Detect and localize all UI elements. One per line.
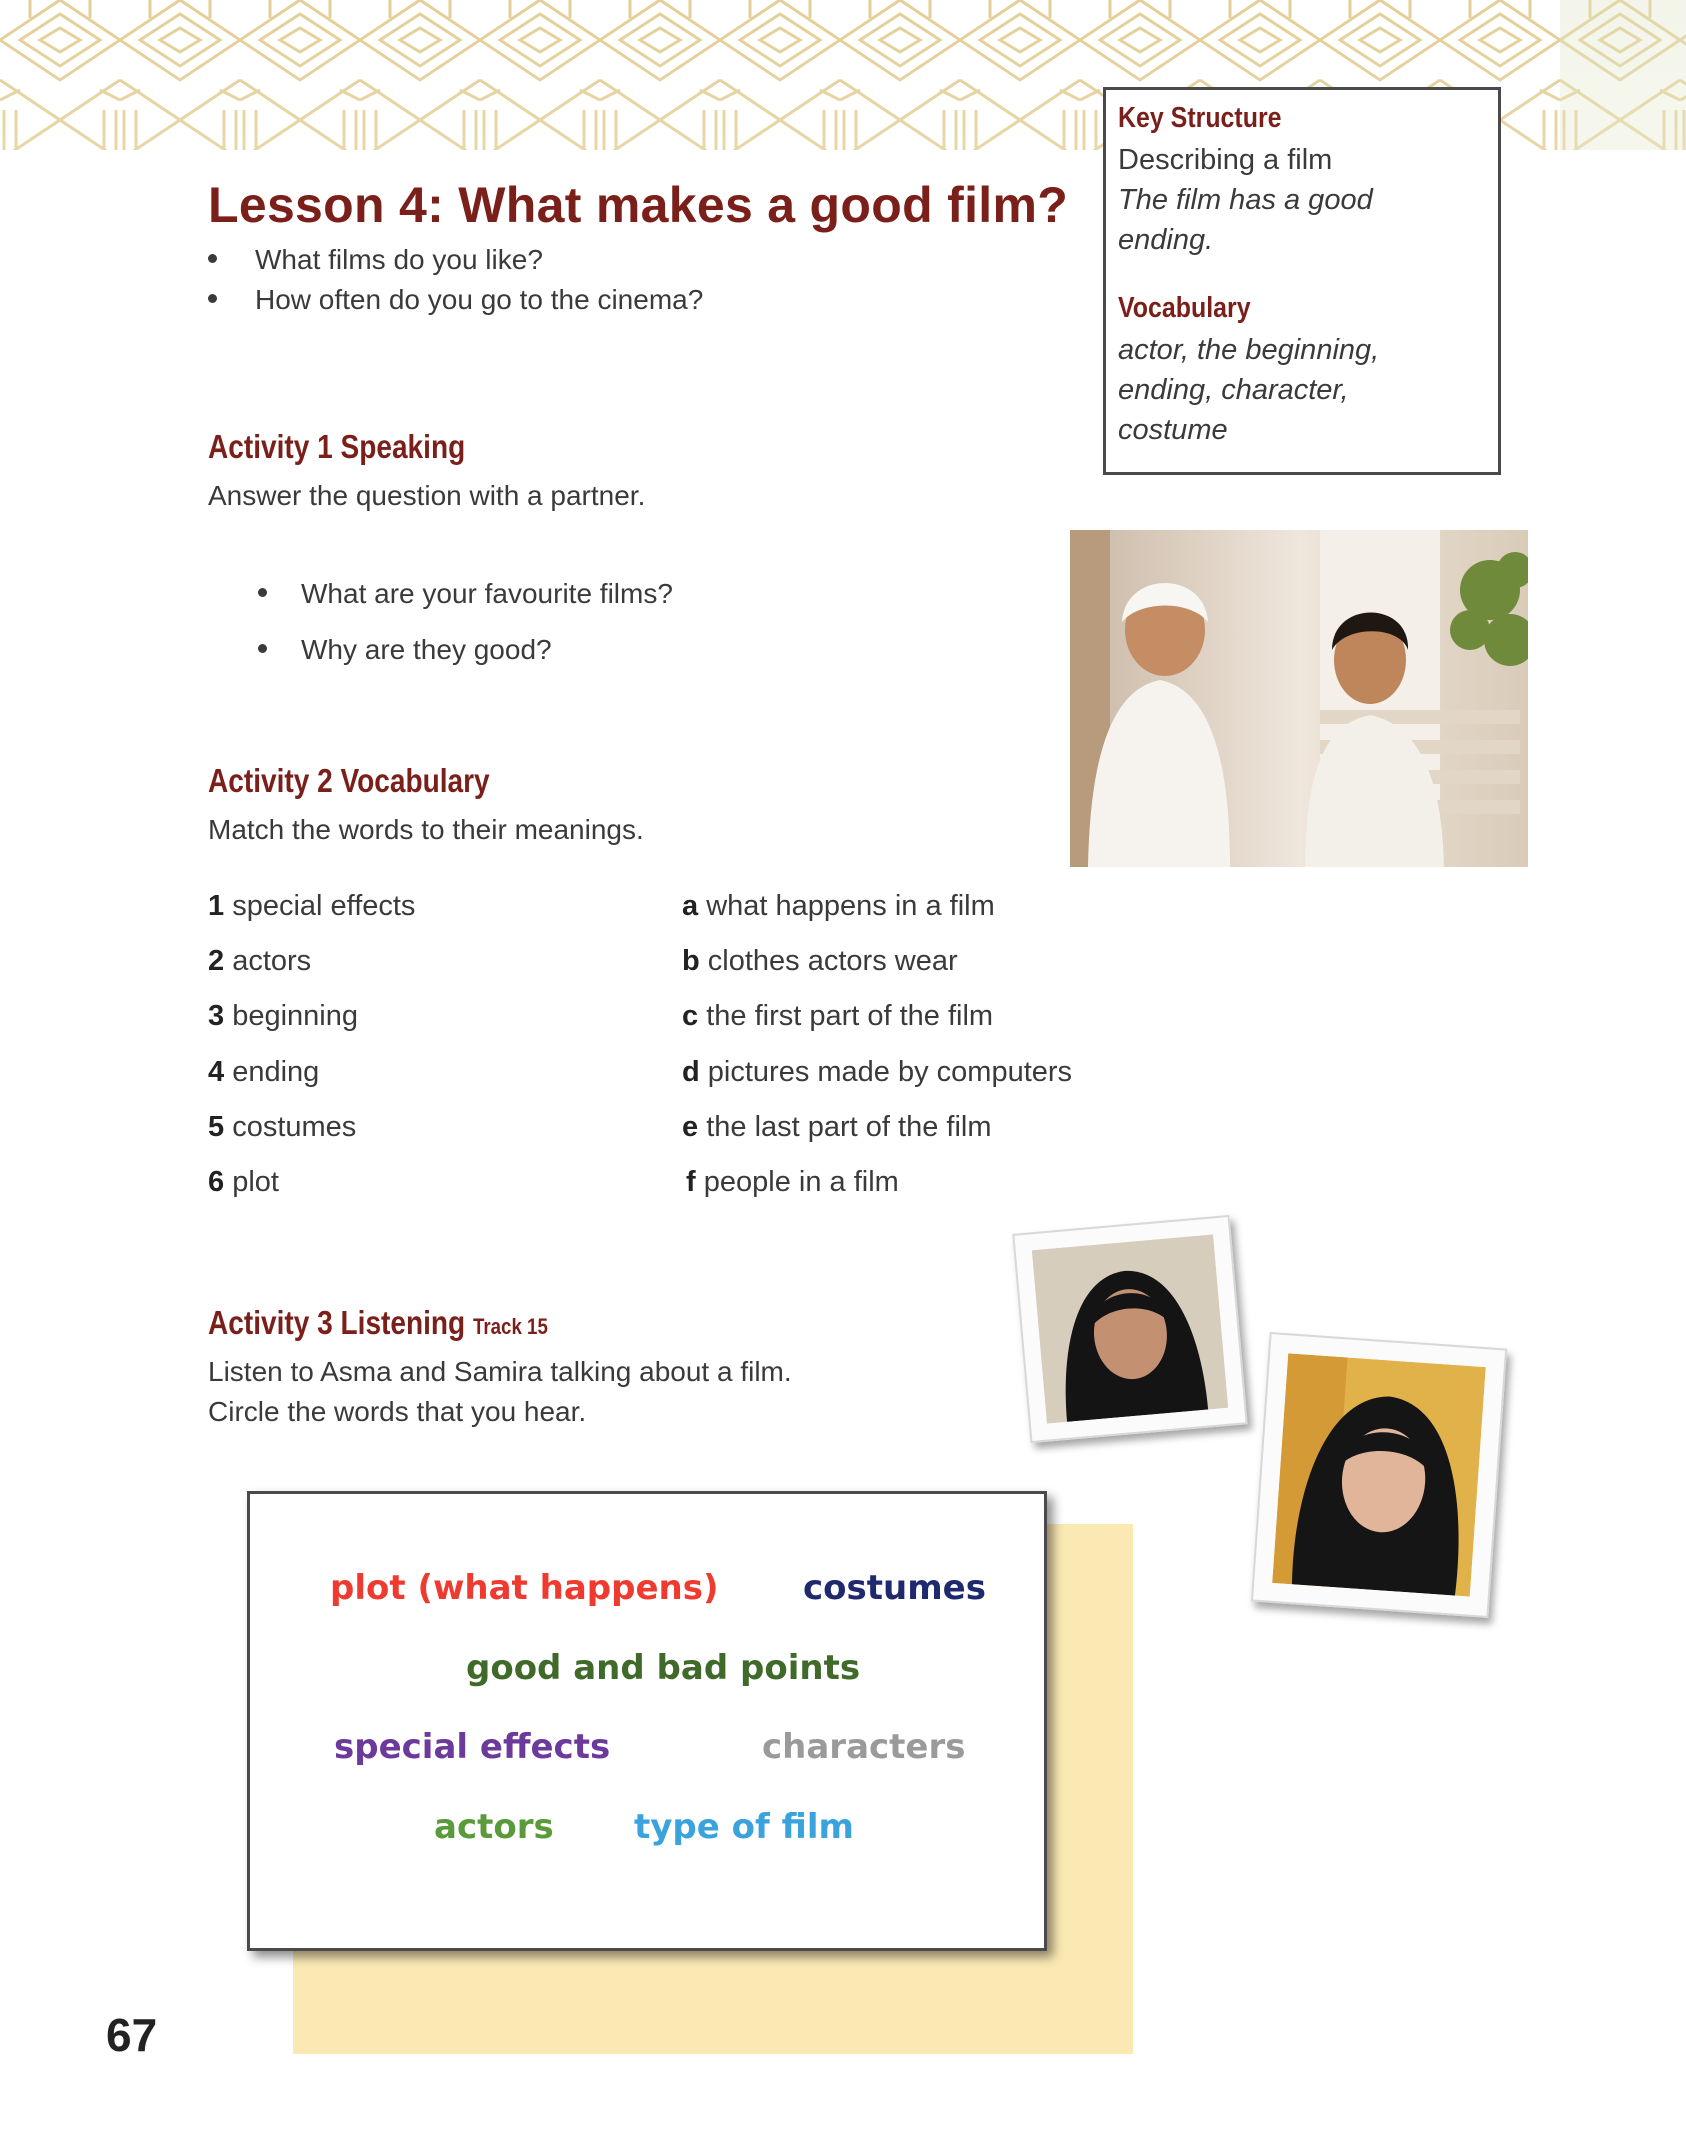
match-meaning-e: e the last part of the film <box>682 1111 992 1143</box>
match-meaning-a: a what happens in a film <box>682 890 995 922</box>
match-word-3: 3 beginning <box>208 1000 358 1032</box>
match-meaning-f: f people in a film <box>686 1166 899 1198</box>
lesson-title: Lesson 4: What makes a good film? <box>208 177 1069 233</box>
lesson-question-2: How often do you go to the cinema? <box>208 284 703 316</box>
key-structure-box <box>1103 87 1501 475</box>
match-meaning-d: d pictures made by computers <box>682 1056 1073 1088</box>
activity-2-heading: Activity 2 Vocabulary <box>208 762 490 799</box>
vocabulary-heading: Vocabulary <box>1118 292 1251 324</box>
match-word-5: 5 costumes <box>208 1111 357 1143</box>
bullet-icon <box>258 644 267 653</box>
word-good-and-bad-points[interactable]: good and bad points <box>466 1648 861 1688</box>
bullet-icon <box>208 254 217 263</box>
key-structure-example-2: ending. <box>1118 224 1214 256</box>
match-meaning-b: b clothes actors wear <box>682 945 958 977</box>
word-characters[interactable]: characters <box>762 1727 966 1767</box>
track-label: Track 15 <box>472 1314 548 1339</box>
lesson-question-1: What films do you like? <box>208 244 543 276</box>
page-number: 67 <box>106 2009 158 2061</box>
word-plot[interactable]: plot (what happens) <box>330 1568 719 1608</box>
match-word-1: 1 special effects <box>208 890 416 922</box>
activity-1-heading: Activity 1 Speaking <box>208 428 466 465</box>
activity-1-question-1: What are your favourite films? <box>258 578 673 610</box>
bullet-icon <box>208 294 217 303</box>
word-actors[interactable]: actors <box>434 1807 554 1847</box>
activity-3-instruction-1: Listen to Asma and Samira talking about a film. <box>208 1356 792 1387</box>
activity-1-instruction: Answer the question with a partner. <box>208 480 646 511</box>
activity-3-heading: Activity 3 Listening Track 15 <box>208 1304 548 1341</box>
activity-1-question-2: Why are they good? <box>258 634 552 666</box>
key-structure-example-1: The film has a good <box>1118 184 1373 216</box>
samira-photo <box>1251 1332 1507 1618</box>
activity-3-instruction-2: Circle the words that you hear. <box>208 1396 587 1427</box>
activity-2-instruction: Match the words to their meanings. <box>208 814 644 845</box>
key-structure-heading: Key Structure <box>1118 102 1282 134</box>
match-word-4: 4 ending <box>208 1056 320 1088</box>
word-special-effects[interactable]: special effects <box>334 1727 611 1767</box>
key-structure-line: Describing a film <box>1118 144 1333 176</box>
word-costumes[interactable]: costumes <box>803 1568 986 1608</box>
boys-talking-photo <box>1070 530 1528 867</box>
word-type-of-film[interactable]: type of film <box>634 1807 854 1847</box>
match-meaning-c: c the first part of the film <box>682 1000 994 1032</box>
word-box <box>247 1491 1047 1951</box>
vocabulary-line-1: actor, the beginning, <box>1118 334 1380 366</box>
vocabulary-line-3: costume <box>1118 414 1228 446</box>
bullet-icon <box>258 588 267 597</box>
match-word-2: 2 actors <box>208 945 312 977</box>
vocabulary-line-2: ending, character, <box>1118 374 1349 406</box>
asma-photo <box>1012 1215 1247 1443</box>
match-word-6: 6 plot <box>208 1166 279 1198</box>
